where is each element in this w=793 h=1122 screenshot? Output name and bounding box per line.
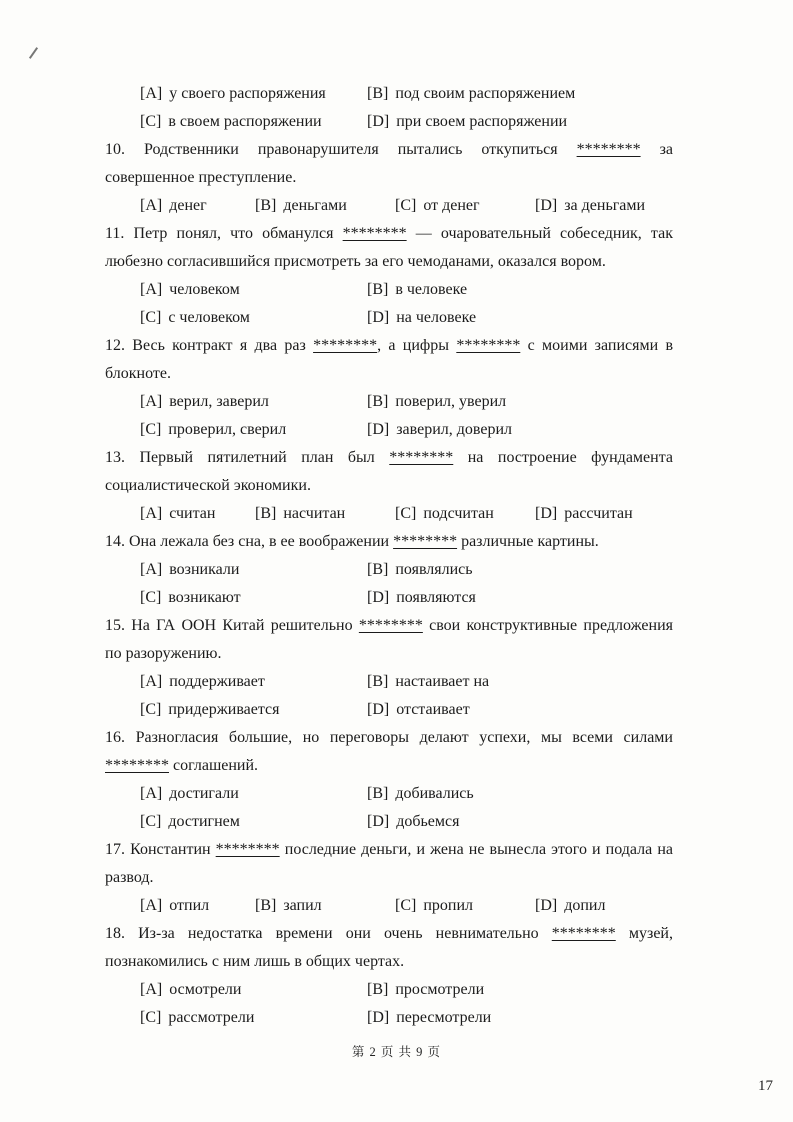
question-block xyxy=(105,528,673,612)
option-label: [B] xyxy=(255,897,277,914)
option-text: с человеком xyxy=(168,309,250,326)
option xyxy=(140,388,367,416)
option xyxy=(367,780,673,808)
option-label: [C] xyxy=(140,813,162,830)
option xyxy=(140,500,255,528)
option-text: деньгами xyxy=(283,197,347,214)
question-block xyxy=(105,332,673,444)
option xyxy=(367,80,673,108)
option-text: в человеке xyxy=(395,281,468,298)
options-group xyxy=(105,556,673,612)
page-footer: 第 2 页 共 9 页 xyxy=(351,1045,442,1059)
option-text: человеком xyxy=(169,281,240,298)
option-label: [B] xyxy=(367,981,389,998)
option xyxy=(367,1004,673,1032)
option xyxy=(367,108,673,136)
question-text: 13. Первый пятилетний план был ******** на построение фундамента социалистической экономики. xyxy=(105,449,673,494)
options-group xyxy=(105,780,673,836)
question-block xyxy=(105,220,673,332)
option-text: при своем распоряжении xyxy=(396,113,568,130)
option-label: [C] xyxy=(395,197,417,214)
options-group xyxy=(105,388,673,444)
option xyxy=(140,892,255,920)
option-label: [A] xyxy=(140,673,163,690)
option xyxy=(140,668,367,696)
option-text: отстаивает xyxy=(396,701,470,718)
option-text: поверил, уверил xyxy=(395,393,507,410)
option xyxy=(140,556,367,584)
question-list xyxy=(105,80,673,1032)
option-label: [A] xyxy=(140,785,163,802)
option-text: рассмотрели xyxy=(168,1009,255,1026)
option-label: [C] xyxy=(140,309,162,326)
question-text: 14. Она лежала без сна, в ее воображении ******** различные картины. xyxy=(105,533,599,550)
option-label: [D] xyxy=(535,197,558,214)
option-text: от денег xyxy=(423,197,480,214)
option-label: [A] xyxy=(140,393,163,410)
option-text: подсчитан xyxy=(423,505,494,522)
question-block xyxy=(105,444,673,528)
option-text: пересмотрели xyxy=(396,1009,492,1026)
option-label: [D] xyxy=(535,897,558,914)
option xyxy=(140,808,367,836)
option-label: [C] xyxy=(140,113,162,130)
option-label: [C] xyxy=(140,589,162,606)
option-label: [C] xyxy=(140,701,162,718)
option-text: поддерживает xyxy=(169,673,265,690)
option-label: [A] xyxy=(140,561,163,578)
question-text: 12. Весь контракт я два раз ********, а цифры ******** с моими записями в блокноте. xyxy=(105,337,674,382)
option xyxy=(255,500,395,528)
option-text: у своего распоряжения xyxy=(169,85,326,102)
blank-underline: ******** xyxy=(358,617,423,634)
option xyxy=(255,192,395,220)
option xyxy=(395,500,535,528)
option xyxy=(140,1004,367,1032)
option xyxy=(140,780,367,808)
option-label: [A] xyxy=(140,981,163,998)
option-text: возникают xyxy=(168,589,241,606)
page-number: 17 xyxy=(758,1078,773,1094)
options-group xyxy=(105,192,673,220)
option-label: [B] xyxy=(255,505,277,522)
option-text: появлялись xyxy=(395,561,473,578)
blank-underline: ******** xyxy=(215,841,280,858)
option xyxy=(367,416,673,444)
option xyxy=(535,892,673,920)
question-text: 16. Разногласия большие, но переговоры делают успехи, мы всеми силами ******** соглашений. xyxy=(105,729,673,774)
option-text: заверил, доверил xyxy=(396,421,512,438)
option-text: под своим распоряжением xyxy=(395,85,576,102)
option xyxy=(140,192,255,220)
options-group xyxy=(105,500,673,528)
option-text: запил xyxy=(283,897,322,914)
blank-underline: ******** xyxy=(105,757,169,774)
option xyxy=(367,304,673,332)
option xyxy=(140,80,367,108)
option-text: проверил, сверил xyxy=(168,421,287,438)
options-group xyxy=(105,976,673,1032)
option-text: достигнем xyxy=(168,813,240,830)
option-text: просмотрели xyxy=(395,981,485,998)
option-label: [C] xyxy=(140,421,162,438)
option-label: [A] xyxy=(140,85,163,102)
question-block xyxy=(105,836,673,920)
blank-underline: ******** xyxy=(456,337,521,354)
option-label: [C] xyxy=(140,1009,162,1026)
option-label: [B] xyxy=(367,281,389,298)
question-text: 18. Из-за недостатка времени они очень невнимательно ******** музей, познакомились с ним лишь в общих чертах. xyxy=(105,925,673,970)
option-text: отпил xyxy=(169,897,210,914)
option-label: [A] xyxy=(140,505,163,522)
option-label: [B] xyxy=(367,785,389,802)
option xyxy=(255,892,395,920)
option xyxy=(140,584,367,612)
option-text: рассчитан xyxy=(564,505,633,522)
option xyxy=(367,668,673,696)
option-text: пропил xyxy=(423,897,473,914)
option xyxy=(367,556,673,584)
question-block xyxy=(105,80,673,136)
blank-underline: ******** xyxy=(342,225,407,242)
blank-underline: ******** xyxy=(576,141,641,158)
option-label: [D] xyxy=(367,113,390,130)
options-group xyxy=(105,668,673,724)
option-text: возникали xyxy=(169,561,240,578)
option xyxy=(140,976,367,1004)
question-block xyxy=(105,612,673,724)
option-label: [B] xyxy=(255,197,277,214)
option xyxy=(140,304,367,332)
option-label: [A] xyxy=(140,281,163,298)
option-text: появляются xyxy=(396,589,476,606)
option-label: [B] xyxy=(367,85,389,102)
blank-underline: ******** xyxy=(551,925,616,942)
option-label: [D] xyxy=(367,701,390,718)
option-label: [D] xyxy=(367,589,390,606)
option xyxy=(395,892,535,920)
option xyxy=(367,808,673,836)
option xyxy=(535,500,673,528)
option-label: [D] xyxy=(367,1009,390,1026)
blank-underline: ******** xyxy=(313,337,378,354)
option-text: добьемся xyxy=(396,813,460,830)
option xyxy=(367,276,673,304)
blank-underline: ******** xyxy=(393,533,458,550)
question-block xyxy=(105,920,673,1032)
option xyxy=(395,192,535,220)
option-text: за деньгами xyxy=(564,197,646,214)
option-text: на человеке xyxy=(396,309,477,326)
option-label: [A] xyxy=(140,897,163,914)
option xyxy=(535,192,673,220)
question-text: 17. Константин ******** последние деньги, и жена не вынесла этого и подала на развод. xyxy=(105,841,673,886)
option-label: [D] xyxy=(367,813,390,830)
option-text: достигали xyxy=(169,785,239,802)
option-label: [C] xyxy=(395,897,417,914)
option-label: [D] xyxy=(535,505,558,522)
option xyxy=(140,276,367,304)
option-text: верил, заверил xyxy=(169,393,269,410)
option-text: денег xyxy=(169,197,207,214)
option-text: придерживается xyxy=(168,701,280,718)
option-text: в своем распоряжении xyxy=(168,113,322,130)
option-label: [D] xyxy=(367,421,390,438)
options-group xyxy=(105,892,673,920)
option-label: [D] xyxy=(367,309,390,326)
scan-artifact-mark xyxy=(29,47,38,59)
question-block xyxy=(105,724,673,836)
options-group xyxy=(105,80,673,136)
option-text: добивались xyxy=(395,785,474,802)
option-text: считан xyxy=(169,505,216,522)
option-label: [A] xyxy=(140,197,163,214)
option xyxy=(367,976,673,1004)
option-label: [C] xyxy=(395,505,417,522)
option xyxy=(140,696,367,724)
option-text: насчитан xyxy=(283,505,346,522)
question-text: 11. Петр понял, что обманулся ******** — очаровательный собеседник, так любезно согласившийся присмотреть за его чемоданами, оказался вором. xyxy=(105,225,673,270)
options-group xyxy=(105,276,673,332)
option xyxy=(140,416,367,444)
option-text: настаивает на xyxy=(395,673,490,690)
option xyxy=(367,696,673,724)
option-label: [B] xyxy=(367,393,389,410)
option-text: осмотрели xyxy=(169,981,242,998)
option xyxy=(367,388,673,416)
question-text: 15. На ГА ООН Китай решительно ******** свои конструктивные предложения по разоружению. xyxy=(105,617,674,662)
option-text: допил xyxy=(564,897,606,914)
question-block xyxy=(105,136,673,220)
blank-underline: ******** xyxy=(389,449,454,466)
option-label: [B] xyxy=(367,561,389,578)
question-text: 10. Родственники правонарушителя пытались откупиться ******** за совершенное преступление. xyxy=(105,141,674,186)
option xyxy=(367,584,673,612)
option-label: [B] xyxy=(367,673,389,690)
option xyxy=(140,108,367,136)
